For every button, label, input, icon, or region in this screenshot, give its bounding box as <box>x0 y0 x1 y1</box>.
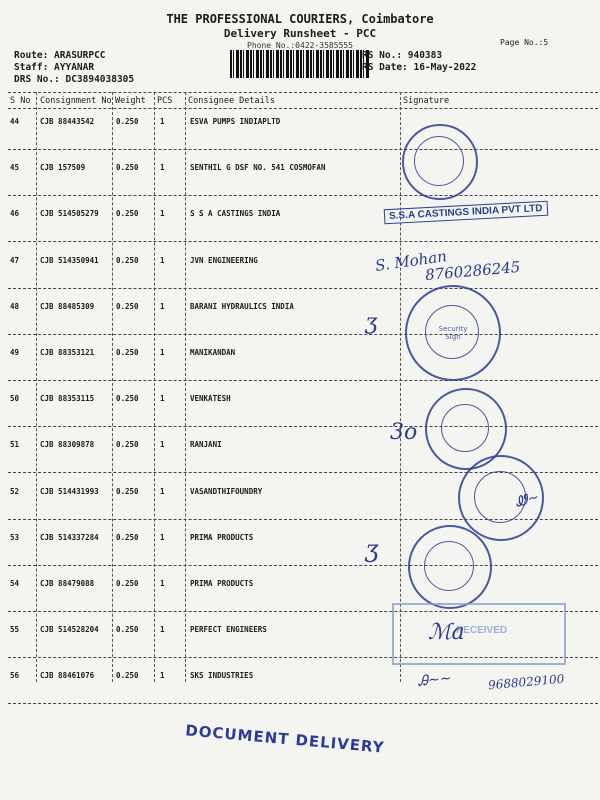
cell-consignee: PRIMA PRODUCTS <box>190 532 254 542</box>
column-divider <box>112 92 113 682</box>
cell-consignee: PERFECT ENGINEERS <box>190 625 267 635</box>
cell-consignment: CJB 88461076 <box>40 671 95 681</box>
prima-signature-icon: ʒ <box>365 535 379 563</box>
cell-consignment: CJB 514528204 <box>40 625 99 635</box>
row-separator <box>8 288 598 289</box>
received-text: RECEIVED <box>456 625 508 636</box>
cell-consignee: PRIMA PRODUCTS <box>190 579 254 588</box>
cell-consignee: JVN ENGINEERING <box>190 255 258 265</box>
cell-pcs: 1 <box>160 301 165 311</box>
cell-sno: 51 <box>10 440 20 450</box>
cell-pcs: 1 <box>160 579 165 588</box>
cell-consignment: CJB 88309878 <box>40 440 95 450</box>
rs-date: RS Date: 16-May-2022 <box>362 62 477 73</box>
cell-consignment: CJB 88479088 <box>40 579 95 588</box>
cell-sno: 47 <box>10 255 20 265</box>
jvn-signature-name: S. Mohan <box>374 247 448 275</box>
cell-weight: 0.250 <box>116 301 139 311</box>
cell-consignee: ESVA PUMPS INDIAPLTD <box>190 117 281 126</box>
cell-sno: 55 <box>10 625 20 635</box>
security-sign-text: Security Sign <box>438 325 468 341</box>
row-separator <box>8 195 598 196</box>
sks-signature-icon: Ꭿ~~ <box>417 670 453 690</box>
cell-weight: 0.250 <box>116 579 139 588</box>
page-number: Page No.:5 <box>500 38 549 47</box>
row-separator <box>8 241 598 242</box>
cell-sno: 50 <box>10 394 20 404</box>
cell-sno: 49 <box>10 348 20 357</box>
phone-number: Phone No.:0422-3585555 <box>247 41 353 50</box>
cell-weight: 0.250 <box>116 671 139 681</box>
cell-sno: 46 <box>10 209 20 219</box>
cell-pcs: 1 <box>160 117 165 126</box>
cell-sno: 48 <box>10 301 20 311</box>
col-header-sno: S No <box>10 96 31 106</box>
cell-sno: 45 <box>10 163 20 173</box>
cell-sno: 52 <box>10 486 20 496</box>
col-header-consignee: Consignee Details <box>188 96 275 106</box>
ssa-castings-stamp: S.S.A CASTINGS INDIA PVT LTD <box>384 201 548 225</box>
received-rect-stamp <box>392 603 566 665</box>
cell-pcs: 1 <box>160 625 165 635</box>
row-separator <box>8 380 598 381</box>
header-rule-top <box>8 92 598 93</box>
vasanthi-signature-icon: Ꮺ~ <box>513 489 541 511</box>
cell-consignment: CJB 88485309 <box>40 301 95 311</box>
cell-consignment: CJB 514431993 <box>40 486 99 496</box>
barani-signature-icon: ʒ <box>365 310 378 335</box>
cell-consignment: CJB 514350941 <box>40 255 99 265</box>
document-delivery-stamp: DOCUMENT DELIVERY <box>184 721 386 757</box>
cell-consignment: CJB 88353115 <box>40 394 95 404</box>
column-divider <box>400 92 401 682</box>
cell-consignee: RANJANI <box>190 440 222 450</box>
cell-pcs: 1 <box>160 394 165 404</box>
cell-weight: 0.250 <box>116 163 139 173</box>
row-separator <box>8 426 598 427</box>
staff-label: Staff: AYYANAR <box>14 62 95 73</box>
rs-number: RS No.: 940383 <box>362 50 443 61</box>
col-header-consignment: Consignment No <box>40 96 112 106</box>
cell-weight: 0.250 <box>116 348 139 357</box>
row-separator <box>8 149 598 150</box>
cell-weight: 0.250 <box>116 117 139 126</box>
cell-consignee: S S A CASTINGS INDIA <box>190 209 281 219</box>
cell-consignee: BARANI HYDRAULICS INDIA <box>190 301 294 311</box>
row-separator <box>8 334 598 335</box>
cell-pcs: 1 <box>160 486 165 496</box>
cell-consignment: CJB 88443542 <box>40 117 95 126</box>
cell-consignment: CJB 157509 <box>40 163 86 173</box>
header-rule-bottom <box>8 108 598 109</box>
col-header-pcs: PCS <box>157 96 173 106</box>
cell-weight: 0.250 <box>116 209 139 219</box>
esva-stamp-icon <box>402 124 478 200</box>
col-header-weight: Weight <box>115 96 146 106</box>
cell-pcs: 1 <box>160 209 165 219</box>
row-separator <box>8 565 598 566</box>
column-divider <box>154 92 155 682</box>
cell-weight: 0.250 <box>116 255 139 265</box>
cell-consignee: SKS INDUSTRIES <box>190 671 254 681</box>
cell-pcs: 1 <box>160 671 165 681</box>
route-label: Route: ARASURPCC <box>14 50 106 61</box>
cell-consignee: VASANDTHIFOUNDRY <box>190 486 263 496</box>
col-header-signature: Signature <box>403 96 450 106</box>
cell-sno: 53 <box>10 532 20 542</box>
company-name: THE PROFESSIONAL COURIERS, Coimbatore <box>166 12 434 26</box>
cell-pcs: 1 <box>160 163 165 173</box>
column-divider <box>185 92 186 682</box>
column-divider <box>36 92 37 682</box>
barcode-image <box>230 50 370 78</box>
cell-consignment: CJB 514337284 <box>40 532 99 542</box>
cell-weight: 0.250 <box>116 532 139 542</box>
row-separator <box>8 703 598 704</box>
cell-sno: 44 <box>10 117 20 126</box>
cell-sno: 54 <box>10 579 20 588</box>
cell-consignee: VENKATESH <box>190 394 231 404</box>
cell-consignee: MANIKANDAN <box>190 348 236 357</box>
cell-consignment: CJB 514505279 <box>40 209 99 219</box>
cell-pcs: 1 <box>160 532 165 542</box>
cell-weight: 0.250 <box>116 625 139 635</box>
runsheet-title: Delivery Runsheet - PCC <box>223 27 377 40</box>
cell-pcs: 1 <box>160 440 165 450</box>
prima-stamp-icon <box>408 525 492 609</box>
perfect-signature-icon: ℳa <box>428 620 465 645</box>
cell-consignee: SENTHIL G DSF NO. 541 COSMOFAN <box>190 163 326 173</box>
sks-signature-phone: 9688029100 <box>487 671 565 693</box>
cell-pcs: 1 <box>160 255 165 265</box>
cell-sno: 56 <box>10 671 20 681</box>
barani-seal-icon <box>405 285 501 381</box>
cell-consignment: CJB 88353121 <box>40 348 95 357</box>
ranjani-signature-icon: 3o <box>390 420 418 445</box>
cell-weight: 0.250 <box>116 486 139 496</box>
jvn-signature-phone: 8760286245 <box>424 257 522 285</box>
drs-label: DRS No.: DC3894038305 <box>14 74 135 85</box>
cell-pcs: 1 <box>160 348 165 357</box>
cell-weight: 0.250 <box>116 394 139 404</box>
cell-weight: 0.250 <box>116 440 139 450</box>
